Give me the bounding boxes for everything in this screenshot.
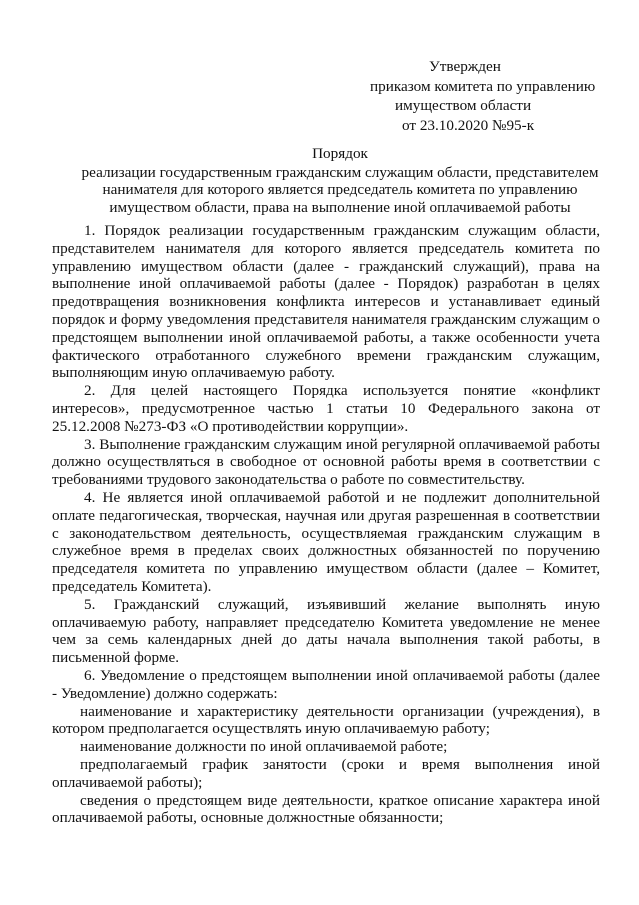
paragraph-2: 2. Для целей настоящего Порядка используется понятие «конфликт интересов», предусмотренное частью 1 статьи 10 Федерального закона от 25.12.2008 №273-ФЗ «О противодействии коррупции». [52, 382, 600, 435]
title-line: реализации государственным гражданским служащим области, представителем [81, 163, 599, 181]
document-body [52, 222, 600, 827]
title-line: имуществом области, права на выполнение иной оплачиваемой работы [109, 198, 571, 216]
title-heading: Порядок [312, 145, 368, 162]
document-title [40, 145, 639, 216]
title-line: нанимателя для которого является председатель комитета по управлению [102, 181, 578, 198]
paragraph-3: 3. Выполнение гражданским служащим иной регулярной оплачиваемой работы должно осуществляться в свободное от основной работы время в соответствии с требованиями трудового законодательства о работе по совместительству. [52, 435, 600, 489]
approval-line-property: имуществом области [395, 97, 532, 114]
paragraph-item-position: наименование должности по иной оплачиваемой работе; [80, 738, 448, 756]
paragraph-1: 1. Порядок реализации государственным гражданским служащим области, представителем нанимателя для которого является председатель комитета по управлению имуществом области (далее - гражданский служащий), права на выполнение иной оплачиваемой работы (далее - Порядок) разработан в целях предотвращения возникновения конфликта интересов и устанавливает единый порядок и форму уведомления представителя нанимателя гражданским служащим о предстоящем выполнении иной оплачиваемой работы, а также особенности учета фактического отработанного служебного времени гражданским служащим, выполняющим иную оплачиваемую работу. [52, 222, 600, 382]
paragraph-5: 5. Гражданский служащий, изъявивший желание выполнять иную оплачиваемую работу, направляет председателю Комитета уведомление не менее чем за семь календарных дней до даты начала выполнения такой работы, в письменной форме. [52, 595, 600, 667]
approval-line-order: приказом комитета по управлению [370, 77, 596, 95]
paragraph-item-activity: сведения о предстоящем виде деятельности, краткое описание характера иной оплачиваемой работы, основные должностные обязанности; [52, 791, 600, 827]
approval-line-date: от 23.10.2020 №95-к [402, 116, 535, 134]
paragraph-4: 4. Не является иной оплачиваемой работой и не подлежит дополнительной оплате педагогическая, творческая, научная или другая разрешенная в соответствии с законодательством деятельность, осуществляемая гражданским служащим в служебное время в пределах своих должностных обязанностей по поручению председателя комитета по управлению имуществом области (далее – Комитет, председатель Комитета). [52, 488, 600, 595]
approval-line-approved: Утвержден [429, 58, 501, 75]
paragraph-item-schedule: предполагаемый график занятости (сроки и время выполнения иной оплачиваемой работы); [52, 755, 600, 791]
approval-stamp [362, 57, 612, 135]
paragraph-item-organization: наименование и характеристику деятельности организации (учреждения), в котором предполагается осуществлять иную оплачиваемую работу; [52, 702, 600, 738]
paragraph-6: 6. Уведомление о предстоящем выполнении иной оплачиваемой работы (далее - Уведомление) должно содержать: [52, 666, 600, 702]
